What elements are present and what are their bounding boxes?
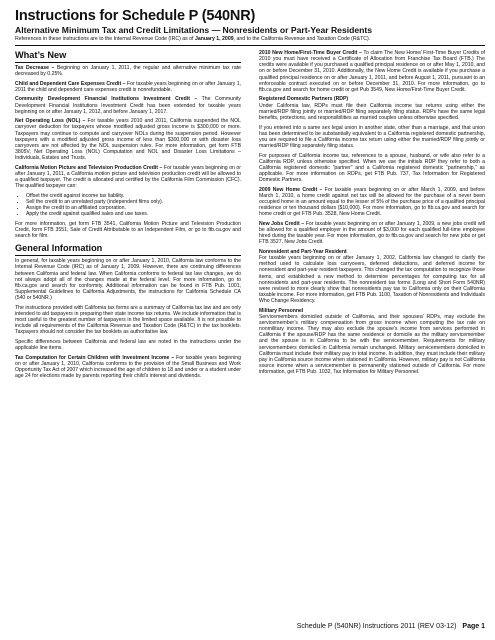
page-number: Page 1	[462, 623, 485, 630]
footer-form-id: Schedule P (540NR) Instructions 2011 (REV 03-12)	[296, 623, 457, 630]
film-credit-paragraph: California Motion Picture and Television Production Credit – For taxable years beginning on or after January 1, 2011, a California motion picture and television production credit will be allowed to a qualified taxpayer. The credit is allocated and certified by the California Film Commission (CFC). The qualified taxpayer can:	[15, 164, 242, 190]
page-footer	[297, 622, 485, 631]
general-paragraph-2: The instructions provided with California tax forms are a summary of California tax law and are only intended to aid taxpayers in preparing their state income tax returns. We include information that is most useful to the greatest number of taxpayers in the limited space available. It is not possible to include all requirements of the California Revenue and Taxation Code (R&TC) in the tax booklets. Taxpayers should not consider the tax booklets as authoritative law.	[15, 304, 241, 336]
kiddie-tax-paragraph: Tax Computation for Certain Children with Investment Income – For taxable years beginning on or after January 1, 2010, California conforms to the provision of the Small Business and Work Opportunity Tax Act of 2007 which increased the age of children to 18 and under or a student under age 24 for elections made by parents reporting their child’s interest and dividends.	[15, 354, 241, 380]
general-paragraph-3: Specific differences between California and federal law are noted in the instructions under the applicable line items.	[15, 338, 241, 352]
new-jobs-paragraph: New Jobs Credit – For taxable years beginning on or after January 1, 2009, a new jobs credit will be allowed for a qualified employer in the amount of $3,000 for each qualified full-time employee hired during the taxable year. For more information, go to ftb.ca.gov and search for new jobs or get FTB 3527, New Jobs Credit.	[259, 220, 485, 246]
film-credit-list	[15, 193, 241, 218]
tax-decrease-paragraph: Tax Decrease – Beginning on January 1, 2011, the regular and alternative minimum tax rate decreased by 0.25%.	[15, 65, 241, 78]
nonresident-paragraph: Nonresident and Part-Year Resident For taxable years beginning on or after January 1, 2002, California law changed to clarify the method used to calculate loss carryovers, deferred deductions, and deferred income for nonresident and part-year resident taxpayers. This changed the tax computation to recognize those items, and established a new method to determine percentages for computing tax for all nonresidents and part-year residents. The nonresident tax forms (Long and Short Form 540NR) were revised to more clearly show that nonresidents pay tax to California only on their California taxable income. For more information, get FTB Pub. 1100, Taxation of Nonresidents and Individuals Who Change Residency.	[259, 248, 485, 305]
document-header	[15, 8, 485, 46]
page-subtitle: Alternative Minimum Tax and Credit Limitations — Nonresidents or Part-Year Residents	[15, 25, 373, 35]
rdp-heading: Registered Domestic Partners (RDP)	[259, 96, 349, 103]
home-credit-2009-paragraph: 2009 New Home Credit – For taxable years beginning on or after March 1, 2009, and before March 1, 2010, a home credit against net tax will be allowed for the purchase of a never been occupied home in an amount equal to the lesser of 5% of the purchase price of a qualified principal residence or ten thousand dollars ($10,000). For more information, go to ftb.ca.gov and search for home credit or get FTB Pub. 3528, New Home Credit.	[259, 186, 485, 218]
page-title: Instructions for Schedule P (540NR)	[15, 8, 256, 24]
reference-line: References in these instructions are to the Internal Revenue Code (IRC) as of January 1, 2009, and to the California Revenue and Taxation Code (R&TC).	[15, 36, 485, 46]
nol-paragraph: Net Operating Loss (NOL) – For taxable years 2010 and 2011, California suspended the NOL carryover deduction for taxpayers whose modified adjusted gross income is $300,000 or more. Taxpayers may continue to compute and carryover NOLs during the suspension period. However taxpayers with a modified adjusted gross income of less than $300,000 or with disaster loss carryovers are not affected by the NOL suspension rules. For more information, get form FTB 3805V, Net Operating Loss (NOL) Computation and NOL and Disaster Loss Limitations – Individuals, Estates and Trusts.	[15, 118, 241, 162]
whats-new-heading: What’s New	[15, 50, 241, 63]
film-more-info: For more information, get form FTB 3541, California Motion Picture and Television Production Credit, form FTB 3551, Sale of Credit Attributable to an Independent Film, or go to ftb.ca.gov and search for film.	[15, 220, 241, 240]
list-item: • Sell the credit to an unrelated party (independent films only).	[26, 199, 241, 205]
rdp-paragraph-2: If you entered into a same sex legal union in another state, other than a marriage, and that union has been determined to be substantially equivalent to a California registered domestic partnership, you are required to file a California income tax return using either the married/RDP filing jointly or married/RDP filing separately filing status.	[259, 124, 485, 149]
list-item: • Offset the credit against income tax liability.	[26, 193, 241, 199]
rdp-paragraph-1: Registered Domestic Partners (RDP) Under California law, RDPs must file their California income tax returns using either the married/RDP filing jointly or married/RDP filing separately filing status. RDPs have the same legal benefits, protections, and responsibilities as married couples unless otherwise specified.	[259, 96, 485, 121]
rdp-paragraph-3: For purposes of California income tax, references to a spouse, husband, or wife also refer to a California RDP, unless otherwise specified. When we use the initials RDP they refer to both a California registered domestic “partner” and a California registered domestic “partnership,” as applicable. For more information on RDPs, get FTB Pub. 737, Tax Information for Registered Domestic Partners.	[259, 152, 485, 184]
list-item: • Apply the credit against qualified sales and use taxes.	[26, 211, 241, 217]
cdfi-paragraph: Community Development Financial Institutions Investment Credit – The Community Development Financial Institutions Investment Credit has been extended for taxable years beginning on or after January 1, 2012, and before January 1, 2017.	[15, 96, 241, 115]
list-item: • Assign the credit to an affiliated corporation.	[26, 205, 241, 211]
nonresident-heading: Nonresident and Part-Year Resident	[259, 248, 347, 255]
military-paragraph: Military Personnel Servicemembers domiciled outside of California, and their spouses/ RDPs, may exclude the servicemember’s military compensation from gross income when computing the tax rate on nonmilitary income. They may also exclude the spouse’s income from services performed in California if the spouse/RDP has the same residence or domicile as the military servicemember and the spouse is in California to be with the servicemember. Requirements for military servicemembers domiciled in California remain unchanged. Military servicemembers domiciled in California must include their military pay in total income. In addition, they must include their military pay in California source income when stationed in California. However, military pay is not California source income when a servicemember is permanently stationed outside of California. For more information, get FTB Pub. 1032, Tax Information for Military Personnel.	[259, 307, 485, 376]
reference-date: January 1, 2009	[194, 36, 234, 42]
dependent-care-paragraph: Child and Dependent Care Expenses Credit – For taxable years beginning on or after January 1, 2011 the child and dependent care expenses credit is nonrefundable.	[15, 80, 241, 93]
left-column	[15, 50, 241, 383]
military-heading: Military Personnel	[259, 307, 304, 314]
homebuyer-credit-paragraph: 2010 New Home/First-Time Buyer Credit – To claim The New Home/ First-Time Buyer Credits of 2010 you must have received a Certificate of Allocation from Franchise Tax Board (FTB.) The credits were available if you purchased a qualified principal residence on or after May 1, 2010, and on or before December 31, 2010. Additionally, the New Home Credit is available if you purchase a qualified principal residence on or after January 1, 2011, and before August 1, 2011, pursuant to an enforceable contract executed on or before December 31, 2010. For more information, go to ftb.ca.gov and search for home credit or get Pub 3549, New Home/First-Time Buyer Credit.	[259, 50, 485, 93]
right-column	[259, 50, 485, 379]
general-paragraph-1: In general, for taxable years beginning on or after January 1, 2010, California law conforms to the Internal Revenue Code (IRC) as of January 1, 2009. However, there are continuing differences between California and federal law. When California conforms to federal tax law changes, we do not always adopt all of the changes made at the federal level. For more information, go to ftb.ca.gov and search for conformity. Additional information can be found in FTB Pub. 1001, Supplemental Guidelines to California Adjustments, the instructions for California Schedule CA (540 or 540NR.)	[15, 258, 241, 302]
general-information-heading: General Information	[15, 243, 241, 256]
